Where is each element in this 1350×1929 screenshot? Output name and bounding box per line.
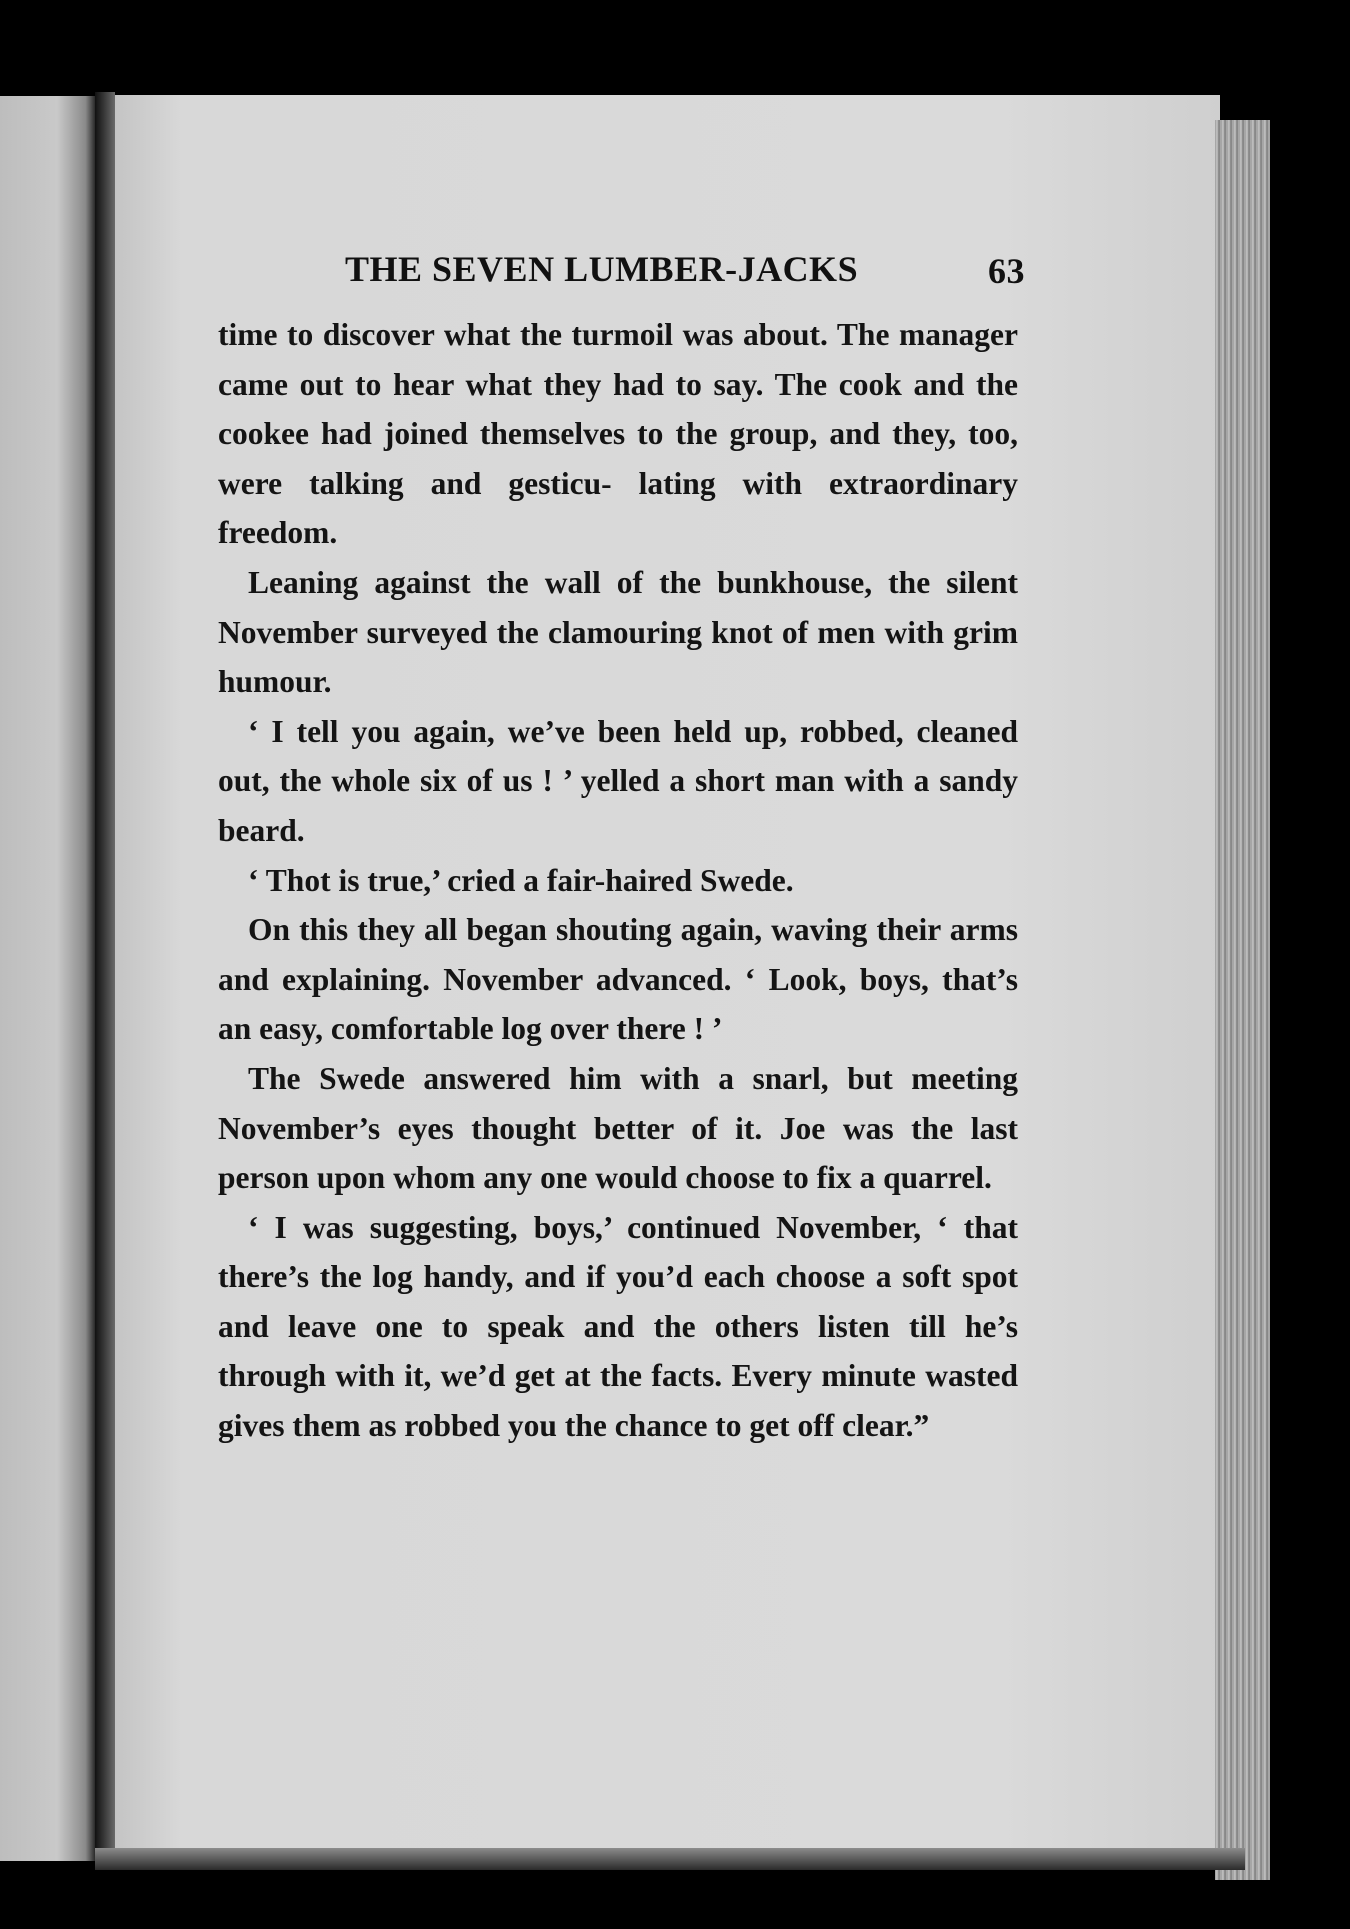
paragraph-6: The Swede answered him with a snarl, but meeting November’s eyes thought better of it. Joe was the last person upon whom any one would choose to fix a quarrel. <box>218 1060 1018 1196</box>
running-head-title: THE SEVEN LUMBER-JACKS <box>345 249 859 289</box>
page-edges <box>1215 120 1270 1880</box>
left-page-edge <box>0 96 95 1861</box>
paragraph-3: ‘ I tell you again, we’ve been held up, robbed, cleaned out, the whole six of us ! ’ yelled a short man with a sandy beard. <box>218 713 1018 848</box>
bottom-shadow <box>95 1848 1245 1870</box>
paragraph-7: ‘ I was suggesting, boys,’ continued November, ‘ that there’s the log handy, and if you’d each choose a soft spot and leave one to speak and the others listen till he’s through with it, we’d get at the facts. Every minute wasted gives them as robbed you the chance to get off clear.” <box>218 1209 1018 1444</box>
body-text <box>218 310 1018 1451</box>
paragraph-4: ‘ Thot is true,’ cried a fair-haired Swede. <box>248 862 794 898</box>
paragraph-5: On this they all began shouting again, waving their arms and explaining. November advanced. ‘ Look, boys, that’s an easy, comfortable log over there ! ’ <box>218 912 1018 1047</box>
paragraph-2: Leaning against the wall of the bunkhouse, the silent November surveyed the clamouring knot of men with grim humour. <box>218 564 1018 700</box>
book-gutter <box>95 92 115 1862</box>
paragraph-1: time to discover what the turmoil was about. The manager came out to hear what they had to say. The cook and the cookee had joined themselves to the group, and they, too, were talking and gesticu- lating with extraordinary freedom. <box>218 317 1018 551</box>
page-number: 63 <box>988 251 1025 291</box>
running-head <box>345 248 1025 298</box>
